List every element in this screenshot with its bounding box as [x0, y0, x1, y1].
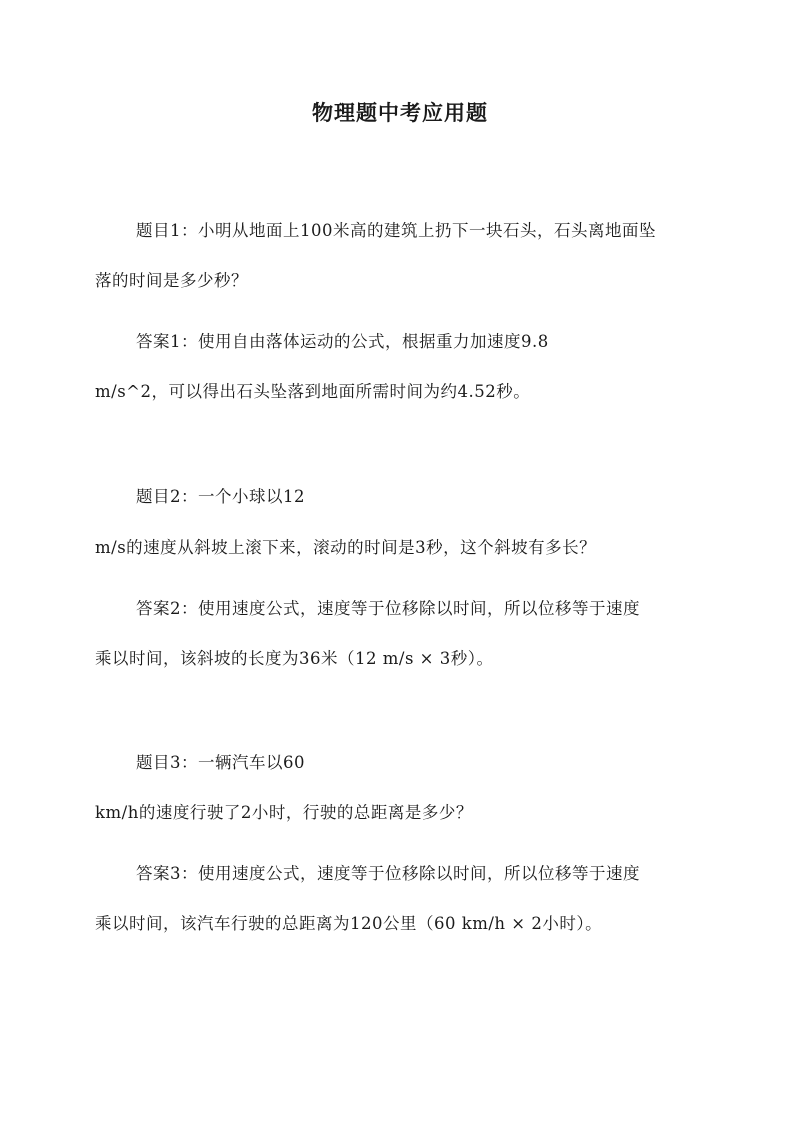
answer-3-line-2: 乘以时间，该汽车行驶的总距离为120公里（60 km/h × 2小时）。 — [95, 914, 603, 933]
answer-2-line-1: 答案2：使用速度公式，速度等于位移除以时间，所以位移等于速度 — [136, 599, 640, 618]
document-title: 物理题中考应用题 — [312, 100, 488, 125]
question-1-line-2: 落的时间是多少秒？ — [95, 271, 248, 290]
question-3-line-2: km/h的速度行驶了2小时，行驶的总距离是多少？ — [95, 803, 473, 822]
question-2-line-1: 题目2：一个小球以12 — [136, 487, 305, 506]
question-3-line-1: 题目3：一辆汽车以60 — [136, 753, 305, 772]
answer-2-line-2: 乘以时间，该斜坡的长度为36米（12 m/s × 3秒）。 — [95, 649, 494, 668]
answer-3-line-1: 答案3：使用速度公式，速度等于位移除以时间，所以位移等于速度 — [136, 864, 640, 883]
answer-1-line-1: 答案1：使用自由落体运动的公式，根据重力加速度9.8 — [136, 332, 549, 351]
answer-1-line-2: m/s^2，可以得出石头坠落到地面所需时间为约4.52秒。 — [95, 382, 531, 401]
question-1-line-1: 题目1：小明从地面上100米高的建筑上扔下一块石头，石头离地面坠 — [136, 221, 656, 240]
question-2-line-2: m/s的速度从斜坡上滚下来，滚动的时间是3秒，这个斜坡有多长？ — [95, 538, 597, 557]
